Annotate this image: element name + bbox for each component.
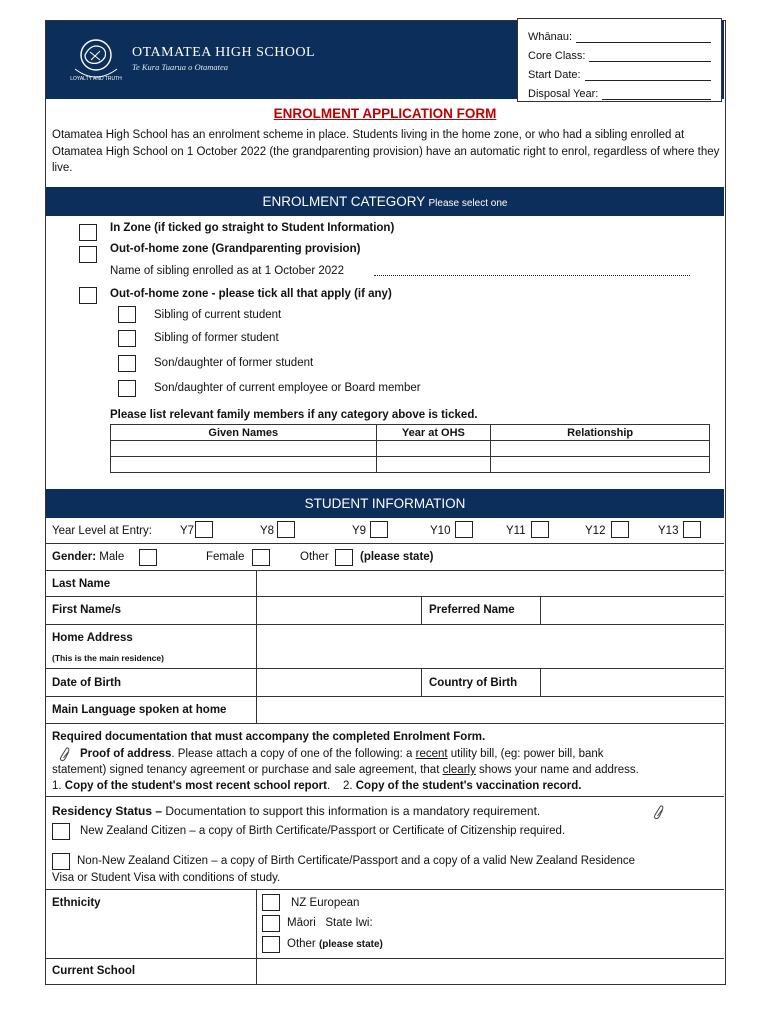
office-use-box (517, 18, 722, 102)
table-row (111, 441, 710, 457)
gender-row (52, 551, 124, 563)
category-heading: ENROLMENT CATEGORY (262, 194, 426, 209)
core-class-label: Core Class: (528, 50, 586, 62)
home-address-label: Home Address (52, 632, 133, 644)
table-cell[interactable] (491, 457, 710, 473)
proof-clearly: clearly (442, 764, 476, 776)
out-of-zone-checkbox[interactable] (79, 287, 97, 304)
start-date-label: Start Date: (528, 69, 581, 81)
start-date-row (528, 62, 711, 81)
item2-num: 2. (342, 780, 356, 792)
disposal-year-field[interactable] (602, 88, 711, 100)
y8-label: Y8 (260, 525, 275, 537)
y9-label: Y9 (352, 525, 367, 537)
intro-paragraph: Otamatea High School has an enrolment scheme in place. Students living in the home zone, or who had a sibling enrolled at Otamatea High School on 1 October 2022 (the grandparenting provision) have an automatic right to enrol, regardless of where they live. (52, 129, 720, 174)
non-nz-citizen-label-2: Visa or Student Visa with conditions of study. (52, 872, 281, 884)
first-names-label: First Name/s (52, 604, 122, 616)
table-cell[interactable] (376, 457, 491, 473)
proof-line-2 (52, 764, 639, 776)
core-class-row (528, 43, 711, 62)
y12-label: Y12 (585, 525, 606, 537)
school-crest-icon (67, 33, 125, 87)
child-employee-label: Son/daughter of current employee or Board member (154, 382, 421, 394)
y13-checkbox[interactable] (683, 521, 701, 538)
child-former-student-checkbox[interactable] (118, 355, 136, 372)
y10-checkbox[interactable] (455, 521, 473, 538)
maori-row (287, 917, 373, 929)
paperclip-icon (652, 804, 664, 820)
other-ethnicity-checkbox[interactable] (262, 936, 280, 953)
ethnicity-label: Ethnicity (52, 897, 101, 909)
gender-state-label: (please state) (360, 551, 434, 563)
dob-field[interactable] (258, 669, 421, 696)
table-row (111, 457, 710, 473)
y7-checkbox[interactable] (195, 521, 213, 538)
divider (46, 889, 724, 890)
year-level-label: Year Level at Entry: (52, 525, 152, 537)
sibling-current-label: Sibling of current student (154, 309, 282, 321)
documentation-heading: Required documentation that must accompany the completed Enrolment Form. (52, 731, 486, 743)
grid-divider (256, 889, 257, 985)
core-class-field[interactable] (589, 50, 711, 62)
grid-divider (421, 668, 422, 696)
y10-label: Y10 (430, 525, 451, 537)
sibling-name-label: Name of sibling enrolled as at 1 October 2022 (110, 265, 344, 277)
proof-text-a: . Please attach a copy of one of the following: a (171, 748, 416, 760)
table-cell[interactable] (111, 457, 377, 473)
in-zone-label: In Zone (if ticked go straight to Student Information) (110, 222, 395, 234)
proof-recent: recent (415, 748, 448, 760)
country-of-birth-label: Country of Birth (429, 677, 518, 689)
proof-text-c: statement) signed tenancy agreement or purchase and sale agreement, that (52, 764, 443, 776)
table-cell[interactable] (111, 441, 377, 457)
gender-label: Gender: (52, 551, 97, 563)
divider (46, 543, 724, 544)
paperclip-icon (58, 746, 70, 762)
gender-male-label: Male (99, 551, 125, 563)
school-name: OTAMATEA HIGH SCHOOL (132, 45, 316, 60)
disposal-year-label: Disposal Year: (528, 88, 599, 100)
residency-desc: Documentation to support this information is a mandatory requirement. (162, 804, 541, 818)
y12-checkbox[interactable] (611, 521, 629, 538)
other-ethnicity-state: (please state) (318, 939, 383, 950)
child-former-student-label: Son/daughter of former student (154, 357, 314, 369)
proof-text-b: utility bill, (eg: power bill, bank (447, 748, 604, 760)
relationship-header: Relationship (491, 425, 710, 441)
nz-citizen-label: New Zealand Citizen – a copy of Birth Certificate/Passport or Certificate of Citizenship required. (80, 825, 566, 837)
item1: Copy of the student's most recent school report (64, 780, 327, 792)
start-date-field[interactable] (585, 69, 711, 81)
y11-label: Y11 (506, 525, 526, 537)
grid-divider (256, 570, 257, 723)
enrolment-category-header (46, 187, 724, 216)
other-gender-checkbox[interactable] (335, 549, 353, 566)
sibling-former-checkbox[interactable] (118, 330, 136, 347)
divider (46, 796, 724, 797)
last-name-label: Last Name (52, 578, 111, 590)
nz-european-checkbox[interactable] (262, 894, 280, 911)
other-ethnicity-row (287, 938, 383, 950)
state-iwi-label: State Iwi: (325, 917, 373, 929)
item2: Copy of the student's vaccination record. (355, 780, 582, 792)
form-title: ENROLMENT APPLICATION FORM (273, 106, 497, 121)
proof-label: Proof of address (80, 748, 172, 760)
other-ethnicity-label: Other (287, 938, 316, 950)
maori-checkbox[interactable] (262, 915, 280, 932)
required-items (52, 780, 581, 792)
grandparenting-checkbox[interactable] (79, 246, 97, 263)
given-names-header: Given Names (111, 425, 377, 441)
last-name-field[interactable] (258, 571, 723, 596)
table-cell[interactable] (491, 441, 710, 457)
y13-label: Y13 (658, 525, 679, 537)
nz-citizen-checkbox[interactable] (52, 823, 70, 840)
residency-row (52, 804, 540, 818)
table-cell[interactable] (376, 441, 491, 457)
out-of-zone-label: Out-of-home zone - please tick all that apply (if any) (110, 288, 392, 300)
home-address-field[interactable] (258, 625, 723, 668)
y11-checkbox[interactable] (531, 521, 549, 538)
family-members-table (110, 424, 710, 473)
item1-end: . (326, 780, 331, 792)
whanau-field[interactable] (576, 31, 711, 43)
main-language-label: Main Language spoken at home (52, 704, 227, 716)
non-nz-citizen-checkbox[interactable] (52, 853, 70, 870)
sibling-former-label: Sibling of former student (154, 332, 279, 344)
grid-divider (421, 596, 422, 624)
non-nz-citizen-label-1: Non-New Zealand Citizen – a copy of Birth Certificate/Passport and a copy of a valid New Zealand Residence (77, 855, 636, 867)
student-heading: STUDENT INFORMATION (304, 496, 466, 511)
residency-label: Residency Status – (52, 804, 163, 818)
y9-checkbox[interactable] (370, 521, 388, 538)
family-prompt: Please list relevant family members if any category above is ticked. (110, 409, 478, 421)
dob-label: Date of Birth (52, 677, 121, 689)
country-of-birth-field[interactable] (541, 669, 723, 696)
current-school-label: Current School (52, 965, 136, 977)
student-information-header (46, 489, 724, 518)
current-school-field[interactable] (258, 959, 723, 984)
whanau-row (528, 24, 711, 43)
school-subtitle: Te Kura Tuarua o Otamatea (132, 62, 229, 72)
crest-motto: LOYALTY AND TRUTH (70, 76, 122, 82)
proof-line-1 (80, 748, 604, 760)
y7-label: Y7 (180, 525, 195, 537)
y8-checkbox[interactable] (277, 521, 295, 538)
divider (46, 723, 724, 724)
item1-num: 1. (52, 780, 65, 792)
gender-female-label: Female (206, 551, 245, 563)
disposal-year-row (528, 81, 711, 100)
child-employee-checkbox[interactable] (118, 380, 136, 397)
nz-european-label: NZ European (291, 897, 360, 909)
preferred-name-field[interactable] (541, 597, 723, 624)
sibling-current-checkbox[interactable] (118, 306, 136, 323)
maori-label: Māori (287, 917, 316, 929)
male-checkbox[interactable] (139, 549, 157, 566)
proof-text-d: shows your name and address. (475, 764, 639, 776)
in-zone-checkbox[interactable] (79, 224, 97, 241)
grandparenting-label: Out-of-home zone (Grandparenting provision) (110, 243, 361, 255)
female-checkbox[interactable] (252, 549, 270, 566)
category-subheading: Please select one (428, 198, 508, 209)
sibling-name-field[interactable] (374, 266, 690, 276)
year-at-ohs-header: Year at OHS (376, 425, 491, 441)
whanau-label: Whānau: (528, 31, 573, 43)
home-address-note: (This is the main residence) (52, 653, 164, 663)
gender-other-label: Other (300, 551, 329, 563)
first-names-field[interactable] (258, 597, 421, 624)
preferred-name-label: Preferred Name (429, 604, 515, 616)
main-language-field[interactable] (258, 697, 723, 723)
